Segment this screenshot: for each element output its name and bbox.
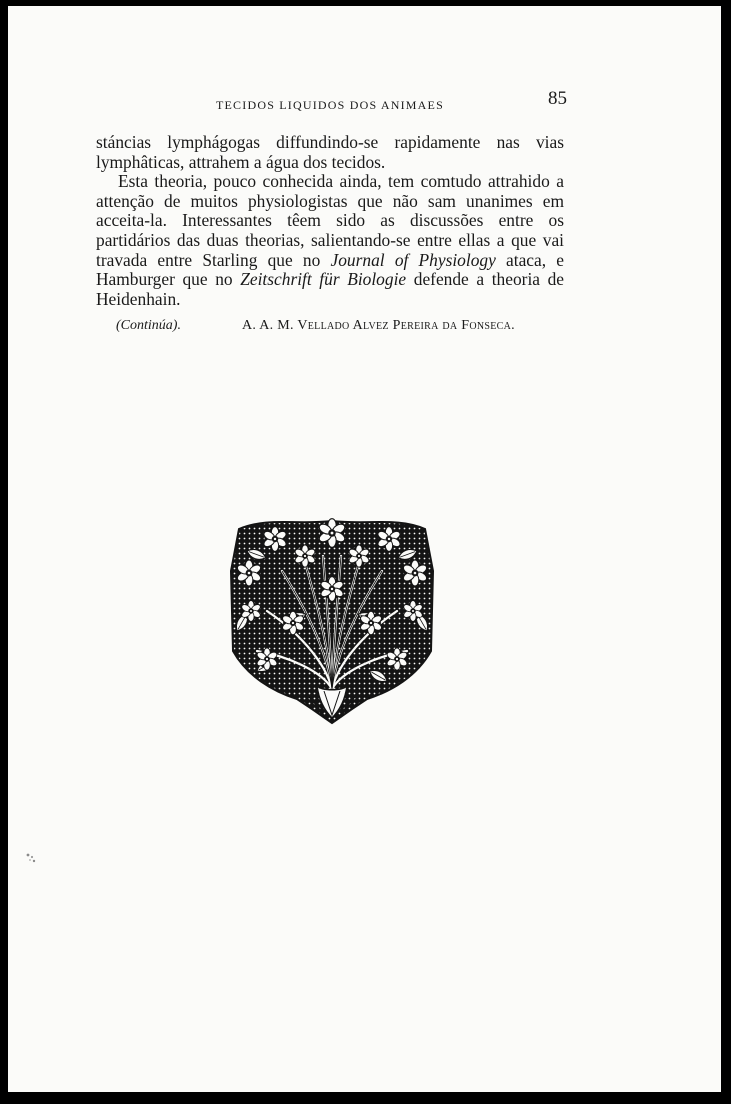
floral-tailpiece-icon [227,511,437,726]
page [8,6,721,1092]
author-signature: A. A. M. Vellado Alvez Pereira da Fonseca. [242,318,515,333]
journal-title-biologie: Zeitschrift für Biologie [240,269,407,290]
paragraph-2-part-3: defende a theoria de Heidenhain. [96,269,565,309]
journal-title-physiology: Journal of Physiology [330,249,496,270]
article-body [96,133,564,309]
paragraph-1: stáncias lymphágogas diffundindo-se rapidamente nas vias lymphâticas, attrahem a água dos tecidos. [96,132,564,172]
page-number: 85 [548,88,567,109]
running-head: TECIDOS LIQUIDOS DOS ANIMAES [216,98,444,112]
paragraph-2-part-1: Esta theoria, pouco conhecida ainda, tem comtudo attrahido a attenção de muitos physiologistas que não sam unanimes em acceita-la. Interessantes têem sido as discussões entre os partidários das duas theorias, salientando-se entre ellas a que vai travada entre Starling que no [96,171,564,270]
paragraph-2-part-2: ataca, e Hamburger que no [96,249,565,290]
paragraph-2 [96,172,564,309]
continued-note: (Continúa). [116,318,181,333]
paper-speck-icon [18,841,48,871]
